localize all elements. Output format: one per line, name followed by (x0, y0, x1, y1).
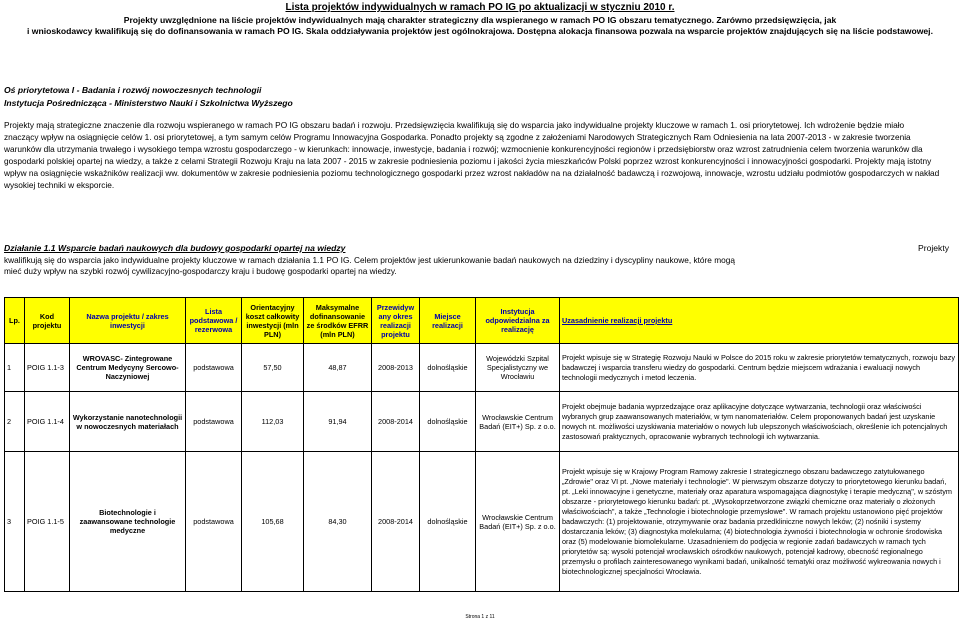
axis-institution: Instytucja Pośrednicząca - Ministerstwo Nauki i Szkolnictwa Wyższego (4, 98, 293, 108)
axis-text-line: znaczący wpływ na osiągnięcie celów 1. osi priorytetowej, a tym samym celów Programu Innowacyjna Gospodarka. Ponadto projekty są zgodne z założeniami Narodowych Strategicznych Ram Odniesienia na lata 2007-2013 - w zakresie tworzenia (4, 132, 911, 142)
measure-title: Działanie 1.1 Wsparcie badań naukowych dla budowy gospodarki opartej na wiedzy (4, 243, 346, 253)
cell-justification: Projekt obejmuje badania wyprzedzające oraz aplikacyjne dotyczące wytwarzania, technologii oraz właściwości wybranych grup zaawansowanych materiałów, w tym nanomateriałów. Celem proponowanych badań jest uzyskanie nowych nt. możliwości uzyskiwania materiałów o nowych lub ulepszonych właściwościach, określenie ich potencjalnych zastosowań praktycznych, opracowanie wybranych technologii ich wytwarzania. (560, 392, 959, 452)
intro-line: i wnioskodawcy kwalifikują się do dofinansowania w ramach PO IG. Skala oddziaływania projektów jest ogólnokrajowa. Dostępna alokacja finansowa pozwala na wsparcie projektów znajdujących się na liście podstawowej. (27, 26, 933, 36)
cell-lp: 1 (5, 344, 25, 392)
cell-code: POIG 1.1-4 (25, 392, 70, 452)
cell-list: podstawowa (186, 392, 242, 452)
cell-code: POIG 1.1-5 (25, 452, 70, 592)
cell-funding: 84,30 (304, 452, 372, 592)
cell-period: 2008-2014 (372, 452, 420, 592)
cell-place: dolnośląskie (420, 392, 476, 452)
table-row (5, 452, 959, 592)
header-cell: Uzasadnienie realizacji projektu (560, 298, 959, 344)
table-row (5, 344, 959, 392)
header-cell: Orientacyjny koszt całkowity inwestycji (mln PLN) (242, 298, 304, 344)
cell-institution: Wojewódzki Szpital Specjalistyczny we Wrocławiu (476, 344, 560, 392)
header-cell: Kod projektu (25, 298, 70, 344)
intro-text (0, 15, 960, 37)
axis-title: Oś priorytetowa I - Badania i rozwój nowoczesnych technologii (4, 85, 262, 95)
header-cell: Instytucja odpowiedzialna za realizację (476, 298, 560, 344)
cell-justification: Projekt wpisuje się w Strategię Rozwoju Nauki w Polsce do 2015 roku w zakresie priorytetów tematycznych, rozwoju bazy badawczej i wsparcia transferu wiedzy do gospodarki. Centrum będzie miejscem wdrażania i ewaluacji nowych technologii medycznych i metod leczenia. (560, 344, 959, 392)
cell-place: dolnośląskie (420, 344, 476, 392)
axis-text-line: wysokiej techniki w eksporcie. (4, 180, 115, 190)
axis-text-line: wpływ na osiągnięcie wskaźników realizacji ww. dokumentów w zakresie podniesienia poziomu technologicznego gospodarki przez wzrost nakładów na na działalność badawczą i rozwojową, innowacje, wzrostu udziału podmiotów gospodarczych w nakład (4, 168, 940, 178)
cell-name: Wykorzystanie nanotechnologii w nowoczesnych materiałach (70, 392, 186, 452)
cell-lp: 3 (5, 452, 25, 592)
cell-period: 2008-2013 (372, 344, 420, 392)
cell-list: podstawowa (186, 452, 242, 592)
cell-cost: 112,03 (242, 392, 304, 452)
cell-cost: 57,50 (242, 344, 304, 392)
cell-institution: Wrocławskie Centrum Badań (EIT+) Sp. z o.o. (476, 452, 560, 592)
header-cell: Przewidyw any okres realizacji projektu (372, 298, 420, 344)
intro-line: Projekty uwzględnione na liście projektów indywidualnych mają charakter strategiczny dla wspieranego w ramach PO IG obszaru tematycznego. Zarówno przedsięwzięcia, jak (123, 15, 837, 25)
cell-institution: Wrocławskie Centrum Badań (EIT+) Sp. z o.o. (476, 392, 560, 452)
table-header-row (5, 298, 959, 344)
cell-name: Biotechnologie i zaawansowane technologie medyczne (70, 452, 186, 592)
measure-text-line: mieć duży wpływ na szybki rozwój cywilizacyjno-gospodarczy kraju i budowę gospodarki opartej na wiedzy. (4, 266, 397, 276)
cell-justification: Projekt wpisuje się w Krajowy Program Ramowy zakresie I strategicznego obszaru badawczego zatytułowanego „Zdrowie" oraz VI pt. „Nowe materiały i technologie". W pierwszym obszarze dotyczy to priorytetowego kierunku badań, pt. „Leki innowacyjne i genetyczne, materiały oraz aparatura wspomagająca diagnostykę i terapie medyczną", w szóstym obszarze - priorytetowego kierunku badań: pt. „Wysokoprzetworzone związki chemiczne oraz materiały o złożonych właściwościach", a także „Technologie i biotechnologie przemysłowe". W ramach projektu ustanowiono pięć projektów badawczych: (1) projektowanie, otrzymywanie oraz badania przedkliniczne nowych leków; (2) nośniki i systemy dostarczania leków; (3) diagnostyka molekularna; (4) biotechnologia żywności i biotechnologia w ochronie środowiska oraz (5) modelowanie biomolekularne. Uzasadnieniem do podjęcia w regionie zadań badawczych w ramach tych priorytetów są: wysoki potencjał wrocławskich ośrodków naukowych, potencjał kadrowy, obecność regionalnego przemysłu o profilach zainteresowanego wynikami badań, unikalność tematyki oraz możliwość wykreowania nowych i biotechnologicznej specjalności Wrocławia. (560, 452, 959, 592)
cell-lp: 2 (5, 392, 25, 452)
page-number: Strona 1 z 11 (465, 614, 495, 620)
measure-text-line: kwalifikują się do wsparcia jako indywidualne projekty kluczowe w ramach działania 1.1 PO IG. Celem projektów jest ukierunkowanie badań naukowych na dziedziny i dyscypliny naukowe, które mogą (4, 255, 735, 265)
cell-period: 2008-2014 (372, 392, 420, 452)
cell-funding: 91,94 (304, 392, 372, 452)
document-title: Lista projektów indywidualnych w ramach PO IG po aktualizacji w styczniu 2010 r. (285, 2, 675, 13)
table-row (5, 392, 959, 452)
cell-name: WROVASC- Zintegrowane Centrum Medycyny Sercowo-Naczyniowej (70, 344, 186, 392)
header-cell: Nazwa projektu / zakres inwestycji (70, 298, 186, 344)
cell-funding: 48,87 (304, 344, 372, 392)
cell-cost: 105,68 (242, 452, 304, 592)
axis-text-line: gospodarki polskiej opartej na wiedzy, a także z celami Strategii Rozwoju Kraju na lata 2007 - 2015 w zakresie podniesienia poziomu i jakości życia mieszkańców Polski poprzez wzrost konkurencyjności i innowacyjności gospodarki. Projekty mają istotny (4, 156, 932, 166)
header-cell: Lp. (5, 298, 25, 344)
header-cell: Lista podstawowa / rezerwowa (186, 298, 242, 344)
header-cell: Miejsce realizacji (420, 298, 476, 344)
header-cell: Maksymalne dofinansowanie ze środków EFRR (mln PLN) (304, 298, 372, 344)
cell-code: POIG 1.1-3 (25, 344, 70, 392)
cell-list: podstawowa (186, 344, 242, 392)
cell-place: dolnośląskie (420, 452, 476, 592)
measure-right-word: Projekty (918, 243, 950, 253)
projects-table (4, 297, 959, 592)
axis-text-line: Projekty mają strategiczne znaczenie dla rozwoju wspieranego w ramach PO IG obszaru badań i rozwoju. Przedsięwzięcia kwalifikują się do wsparcia jako indywidualne projekty kluczowe w ramach 1. osi priorytetowej. Ich wdrożenie będzie miało (4, 120, 905, 130)
axis-text-line: warunków dla utrzymania trwałego i wysokiego tempa wzrostu gospodarczego - w kierunkach: innowacje, inwestycje, badania i rozwój; wzmocnienie konkurencyjności regionów i przedsiębiorstw oraz wzrost zatrudnienia celem tworzenia warunków dla (4, 144, 923, 154)
